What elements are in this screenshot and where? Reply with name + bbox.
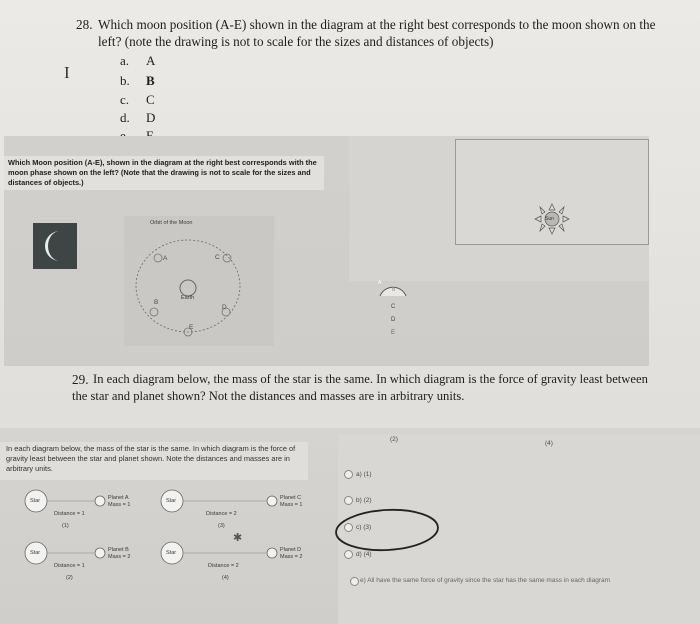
moon-orbit-diagram [124, 216, 274, 346]
position-e-label: E [189, 324, 194, 331]
panel-3-diagram [160, 488, 310, 528]
top-label-2: (2) [390, 436, 398, 443]
answer-option-c-label: c) (3) [356, 524, 372, 531]
panel-2-mass: Mass = 2 [108, 554, 131, 560]
panel-1-planet: Planet A [108, 495, 129, 501]
choice-a-value: A [146, 53, 156, 68]
position-c-label: C [215, 254, 220, 261]
choice-b[interactable] [120, 72, 155, 89]
panel-3-number: (3) [218, 523, 225, 529]
panel-4-planet: Planet D [280, 547, 302, 553]
mouse-pointer-icon: ✱ [233, 532, 243, 544]
side-label-e: E [391, 330, 396, 336]
panel-4-mass: Mass = 2 [280, 554, 303, 560]
position-d-label: D [222, 304, 227, 311]
panel-3-distance: Distance = 2 [206, 511, 237, 517]
position-b-label: B [154, 299, 159, 306]
panel-1-distance: Distance = 1 [54, 511, 85, 517]
orbit-label: Orbit of the Moon [150, 220, 193, 226]
panel-3-planet: Planet C [280, 495, 302, 501]
panel-4-number: (4) [222, 575, 229, 581]
panel-1-star: Star [30, 498, 41, 504]
side-label-c: C [391, 304, 396, 310]
panel-4-distance: Distance = 2 [208, 563, 239, 569]
question-29-number: 29. [72, 372, 89, 387]
moon-phase-tile [33, 223, 77, 269]
question-29-text-line1: In each diagram below, the mass of the star is the same. In which diagram is the force of gravity least between [93, 372, 648, 386]
question-28-number: 28. [76, 17, 93, 32]
panel-2-star: Star [30, 550, 41, 556]
panel-2-distance: Distance = 1 [54, 563, 85, 569]
choice-a[interactable] [120, 52, 155, 69]
answer-option-e-label: e) All have the same force of gravity since the star has the same mass in each diagram [360, 577, 611, 584]
choice-b-value: B [146, 73, 155, 88]
panel-3-star: Star [166, 498, 177, 504]
panel-1-mass: Mass = 1 [108, 502, 131, 508]
moon-phase-icon [33, 223, 77, 269]
choice-c-letter: c. [120, 92, 130, 107]
panel-3-mass: Mass = 1 [280, 502, 303, 508]
sun-label: Sun [545, 216, 554, 222]
question-28-text-line1: Which moon position (A-E) shown in the diagram at the right best corresponds to the moon shown on the [98, 17, 656, 32]
gravity-question-caption: In each diagram below, the mass of the star is the same. In which diagram is the force of gravity least between the star and planet shown. Note the distances and masses are in arbitrary units. [6, 444, 296, 473]
hand-drawn-circle-annotation [332, 506, 442, 554]
earth-label: Earth [181, 295, 195, 301]
top-label-4: (4) [545, 440, 553, 447]
moon-diagram-image [4, 136, 649, 366]
answer-option-b-label: b) (2) [356, 497, 372, 504]
radio-a-icon[interactable] [344, 470, 353, 479]
panel-2-diagram [24, 540, 154, 580]
position-a-label: A [163, 255, 168, 262]
panel-2-number: (2) [66, 575, 73, 581]
answer-option-b[interactable] [344, 496, 372, 505]
choice-c[interactable] [120, 91, 155, 108]
radio-e-icon[interactable] [350, 577, 359, 586]
answer-option-a-label: a) (1) [356, 471, 372, 478]
panel-4-star: Star [166, 550, 177, 556]
choice-d[interactable] [120, 109, 155, 126]
moon-question-caption: Which Moon position (A-E), shown in the diagram at the right best corresponds with the moon phase shown on the left? (Note that the drawing is not to scale for the sizes and distances of objects.) [8, 158, 317, 187]
answer-option-a[interactable] [344, 470, 372, 479]
side-label-a: A [378, 280, 382, 286]
question-28-text-line2: left? (note the drawing is not to scale for the sizes and distances of objects) [98, 34, 494, 49]
answer-option-e[interactable] [360, 576, 630, 585]
radio-b-icon[interactable] [344, 496, 353, 505]
answer-option-d-label: d) (4) [356, 551, 372, 558]
choice-c-value: C [146, 92, 155, 107]
panel-4-diagram [160, 540, 310, 580]
panel-1-number: (1) [62, 523, 69, 529]
gravity-diagram-image [0, 428, 700, 624]
choice-d-value: D [146, 110, 156, 125]
choice-d-letter: d. [120, 110, 130, 125]
choice-b-letter: b. [120, 73, 130, 88]
choice-a-letter: a. [120, 53, 130, 68]
panel-2-planet: Planet B [108, 547, 129, 553]
text-cursor-icon: I [64, 63, 70, 82]
question-29-text-line2: the star and planet shown? Not the distances and masses are in arbitrary units. [72, 389, 465, 403]
side-label-b: B [392, 287, 396, 293]
panel-1-diagram [24, 488, 154, 528]
side-label-d: D [391, 317, 396, 323]
